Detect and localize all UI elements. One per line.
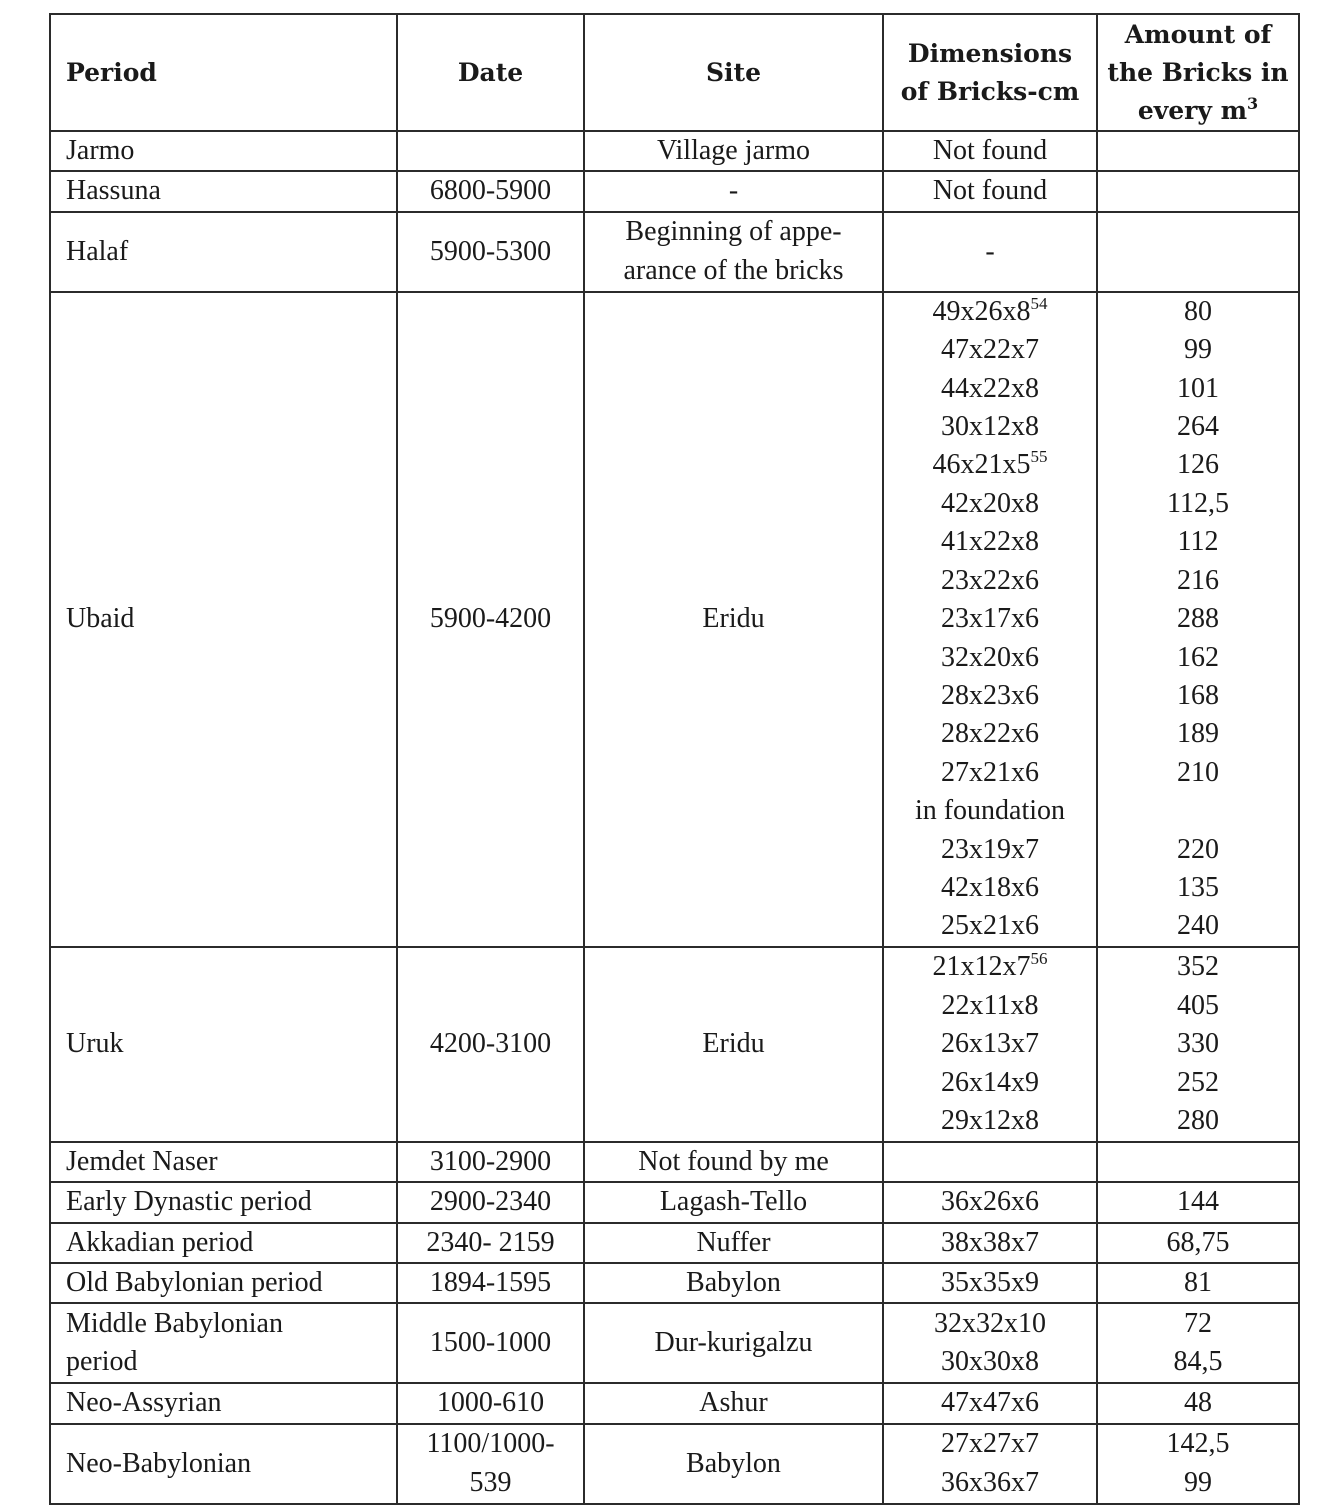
dimension-value bbox=[884, 1305, 1096, 1343]
date-cell: 1000-610 bbox=[397, 1383, 584, 1423]
amount-cell bbox=[1097, 131, 1299, 171]
amount-value: 405 bbox=[1177, 989, 1219, 1021]
site-cell: Village jarmo bbox=[584, 131, 883, 171]
header-amount-line bbox=[1098, 92, 1298, 130]
amount-cell bbox=[1097, 1142, 1299, 1182]
period-cell: Uruk bbox=[50, 947, 397, 1142]
header-amount bbox=[1097, 14, 1299, 131]
date-cell: 6800-5900 bbox=[397, 171, 584, 211]
dimension-text: 44x22x8 bbox=[941, 372, 1039, 404]
site-cell: Ashur bbox=[584, 1383, 883, 1423]
site-cell: Babylon bbox=[584, 1263, 883, 1303]
amount-cell bbox=[1097, 292, 1299, 947]
dimension-value bbox=[884, 639, 1096, 677]
amount-value bbox=[1098, 172, 1298, 210]
date-cell: 2340- 2159 bbox=[397, 1223, 584, 1263]
amount-value bbox=[1098, 792, 1298, 830]
period-cell: Hassuna bbox=[50, 171, 397, 211]
dimension-text: 41x22x8 bbox=[941, 526, 1039, 558]
dimension-text: 28x22x6 bbox=[941, 718, 1039, 750]
dimension-text: 46x21x5 bbox=[932, 449, 1031, 481]
amount-value: 216 bbox=[1177, 564, 1219, 596]
dimension-value bbox=[884, 948, 1096, 986]
period-line: period bbox=[66, 1346, 138, 1378]
dimension-value bbox=[884, 1143, 1096, 1181]
site-cell: Not found by me bbox=[584, 1142, 883, 1182]
dimension-text: - bbox=[985, 235, 995, 267]
dimension-text: 25x21x6 bbox=[941, 910, 1039, 942]
amount-value: 210 bbox=[1177, 756, 1219, 788]
table-row bbox=[50, 1223, 1299, 1263]
amount-value: 99 bbox=[1184, 334, 1212, 366]
table-row bbox=[50, 947, 1299, 1142]
amount-value: 352 bbox=[1177, 951, 1219, 983]
dimensions-cell bbox=[883, 292, 1097, 947]
amount-value: 142,5 bbox=[1166, 1428, 1230, 1460]
dimension-value bbox=[884, 1064, 1096, 1102]
dimension-value bbox=[884, 485, 1096, 523]
dimensions-cell bbox=[883, 131, 1097, 171]
dimensions-cell bbox=[883, 1182, 1097, 1222]
period-cell: Jemdet Naser bbox=[50, 1142, 397, 1182]
dimension-text: 27x21x6 bbox=[941, 756, 1039, 788]
dimension-value bbox=[884, 1025, 1096, 1063]
dimensions-cell bbox=[883, 1303, 1097, 1383]
header-dimensions-line: Dimensions bbox=[907, 38, 1073, 68]
date-cell bbox=[397, 131, 584, 171]
period-cell: Akkadian period bbox=[50, 1223, 397, 1263]
dimension-text: 29x12x8 bbox=[941, 1104, 1039, 1136]
dimension-value bbox=[884, 293, 1096, 331]
amount-value: 330 bbox=[1177, 1028, 1219, 1060]
table-row bbox=[50, 1182, 1299, 1222]
amount-value: 168 bbox=[1177, 679, 1219, 711]
date-cell: 3100-2900 bbox=[397, 1142, 584, 1182]
amount-value: 48 bbox=[1184, 1387, 1212, 1419]
date-cell: 4200-3100 bbox=[397, 947, 584, 1142]
amount-value: 99 bbox=[1184, 1466, 1212, 1498]
amount-value: 72 bbox=[1184, 1308, 1212, 1340]
dimension-value bbox=[884, 562, 1096, 600]
dimension-text: 23x17x6 bbox=[941, 603, 1039, 635]
dimension-text: 23x22x6 bbox=[941, 564, 1039, 596]
dimension-value bbox=[884, 754, 1096, 792]
dimension-text: 30x30x8 bbox=[941, 1346, 1039, 1378]
dimension-text: Not found bbox=[932, 135, 1048, 166]
dimension-text: 49x26x8 bbox=[932, 295, 1031, 327]
dimension-text: 36x36x7 bbox=[941, 1466, 1039, 1498]
dimension-text: 42x18x6 bbox=[941, 871, 1039, 903]
site-line: Beginning of appe- bbox=[625, 216, 842, 248]
dimension-value bbox=[884, 677, 1096, 715]
amount-cell bbox=[1097, 171, 1299, 211]
dimension-value bbox=[884, 523, 1096, 561]
period-line: Middle Babylonian bbox=[66, 1308, 283, 1340]
header-date: Date bbox=[397, 14, 584, 131]
amount-cell bbox=[1097, 1182, 1299, 1222]
dimension-text: 47x22x7 bbox=[941, 334, 1039, 366]
amount-cell bbox=[1097, 947, 1299, 1142]
dimensions-cell bbox=[883, 1142, 1097, 1182]
amount-cell bbox=[1097, 1263, 1299, 1303]
footnote-marker: 54 bbox=[1030, 293, 1048, 313]
site-cell: Dur-kurigalzu bbox=[584, 1303, 883, 1383]
amount-value: 126 bbox=[1177, 449, 1219, 481]
date-cell: 5900-4200 bbox=[397, 292, 584, 947]
amount-value: 112,5 bbox=[1167, 487, 1229, 519]
dimension-text: in foundation bbox=[914, 795, 1066, 827]
dimension-text: 32x32x10 bbox=[934, 1308, 1046, 1340]
amount-value: 264 bbox=[1177, 411, 1219, 443]
period-cell: Ubaid bbox=[50, 292, 397, 947]
dimension-text: 28x23x6 bbox=[941, 679, 1039, 711]
table-row bbox=[50, 1383, 1299, 1423]
dimension-value bbox=[884, 792, 1096, 830]
header-amount-superscript: 3 bbox=[1247, 93, 1259, 113]
header-row bbox=[50, 14, 1299, 131]
dimension-value bbox=[884, 1224, 1096, 1262]
period-cell: Jarmo bbox=[50, 131, 397, 171]
amount-cell bbox=[1097, 1223, 1299, 1263]
amount-value: 68,75 bbox=[1166, 1226, 1230, 1258]
header-amount-text: every m bbox=[1137, 95, 1248, 125]
table-row bbox=[50, 1263, 1299, 1303]
amount-value: 81 bbox=[1184, 1267, 1212, 1299]
table-row bbox=[50, 1303, 1299, 1383]
footnote-marker: 56 bbox=[1030, 949, 1048, 969]
site-cell bbox=[584, 212, 883, 292]
dimension-text: 27x27x7 bbox=[941, 1428, 1039, 1460]
dimension-value bbox=[884, 172, 1096, 210]
amount-value: 252 bbox=[1177, 1066, 1219, 1098]
header-dimensions-line: of Bricks-cm bbox=[900, 76, 1080, 106]
amount-cell bbox=[1097, 1424, 1299, 1504]
site-line: arance of the bricks bbox=[623, 254, 844, 286]
date-line: 1100/1000- bbox=[426, 1428, 555, 1460]
dimension-text: 26x14x9 bbox=[941, 1066, 1039, 1098]
dimensions-cell bbox=[883, 212, 1097, 292]
table-row bbox=[50, 292, 1299, 947]
amount-value: 288 bbox=[1177, 603, 1219, 635]
dimension-text: 21x12x7 bbox=[932, 951, 1031, 983]
amount-value bbox=[1098, 132, 1298, 170]
amount-value: 84,5 bbox=[1173, 1346, 1223, 1378]
dimension-value bbox=[884, 331, 1096, 369]
header-site: Site bbox=[584, 14, 883, 131]
period-cell: Neo-Babylonian bbox=[50, 1424, 397, 1504]
date-line: 539 bbox=[469, 1466, 512, 1498]
header-amount-line: Amount of bbox=[1124, 19, 1272, 49]
dimension-value bbox=[884, 987, 1096, 1025]
dimension-value bbox=[884, 1384, 1096, 1422]
amount-cell bbox=[1097, 212, 1299, 292]
amount-cell bbox=[1097, 1303, 1299, 1383]
date-cell bbox=[397, 1424, 584, 1504]
site-cell: - bbox=[584, 171, 883, 211]
header-dimensions bbox=[883, 14, 1097, 131]
date-cell: 5900-5300 bbox=[397, 212, 584, 292]
footnote-marker: 55 bbox=[1030, 447, 1048, 467]
period-cell: Neo-Assyrian bbox=[50, 1383, 397, 1423]
amount-value: 101 bbox=[1177, 372, 1219, 404]
dimension-text: Not found bbox=[932, 175, 1048, 207]
period-cell: Halaf bbox=[50, 212, 397, 292]
dimension-value bbox=[884, 1464, 1096, 1502]
dimension-text: 42x20x8 bbox=[941, 487, 1039, 519]
dimensions-cell bbox=[883, 1223, 1097, 1263]
site-cell: Eridu bbox=[584, 292, 883, 947]
dimension-value bbox=[884, 600, 1096, 638]
dimension-value bbox=[884, 132, 1096, 170]
dimension-value bbox=[884, 233, 1096, 271]
amount-value bbox=[1098, 1143, 1298, 1181]
table-row bbox=[50, 171, 1299, 211]
dimension-value bbox=[884, 408, 1096, 446]
site-cell: Nuffer bbox=[584, 1223, 883, 1263]
amount-value: 144 bbox=[1177, 1186, 1219, 1218]
amount-value: 189 bbox=[1177, 718, 1219, 750]
dimension-value bbox=[884, 715, 1096, 753]
date-cell: 1894-1595 bbox=[397, 1263, 584, 1303]
date-cell: 1500-1000 bbox=[397, 1303, 584, 1383]
amount-value: 162 bbox=[1177, 641, 1219, 673]
dimension-value bbox=[884, 907, 1096, 945]
table-body bbox=[50, 131, 1299, 1504]
dimension-value bbox=[884, 869, 1096, 907]
dimension-value bbox=[884, 1102, 1096, 1140]
dimension-text: 32x20x6 bbox=[941, 641, 1039, 673]
dimension-value bbox=[884, 1183, 1096, 1221]
dimension-text: 47x47x6 bbox=[941, 1387, 1039, 1419]
site-cell: Babylon bbox=[584, 1424, 883, 1504]
brick-dimensions-table bbox=[49, 13, 1300, 1505]
table-row bbox=[50, 1142, 1299, 1182]
amount-value: 280 bbox=[1177, 1104, 1219, 1136]
dimensions-cell bbox=[883, 1383, 1097, 1423]
period-cell: Old Babylonian period bbox=[50, 1263, 397, 1303]
dimensions-cell bbox=[883, 947, 1097, 1142]
dimension-value bbox=[884, 1264, 1096, 1302]
amount-cell bbox=[1097, 1383, 1299, 1423]
period-cell bbox=[50, 1303, 397, 1383]
dimension-text: 30x12x8 bbox=[941, 411, 1039, 443]
header-amount-line: the Bricks in bbox=[1107, 57, 1289, 87]
dimensions-cell bbox=[883, 1263, 1097, 1303]
table-row bbox=[50, 131, 1299, 171]
dimension-value bbox=[884, 1425, 1096, 1463]
table-row bbox=[50, 212, 1299, 292]
amount-value: 80 bbox=[1184, 295, 1212, 327]
dimension-value bbox=[884, 831, 1096, 869]
period-cell: Early Dynastic period bbox=[50, 1182, 397, 1222]
dimension-value bbox=[884, 370, 1096, 408]
amount-value: 112 bbox=[1177, 526, 1219, 558]
site-cell: Eridu bbox=[584, 947, 883, 1142]
dimension-text: 38x38x7 bbox=[941, 1226, 1039, 1258]
dimensions-cell bbox=[883, 1424, 1097, 1504]
dimension-text: 35x35x9 bbox=[941, 1267, 1039, 1299]
dimension-text: 26x13x7 bbox=[941, 1028, 1039, 1060]
amount-value: 220 bbox=[1177, 833, 1219, 865]
amount-value bbox=[1098, 233, 1298, 271]
amount-value: 240 bbox=[1177, 910, 1219, 942]
amount-value: 135 bbox=[1177, 871, 1219, 903]
table-row bbox=[50, 1424, 1299, 1504]
dimension-text: 22x11x8 bbox=[941, 989, 1039, 1021]
dimension-value bbox=[884, 1343, 1096, 1381]
dimension-value bbox=[884, 446, 1096, 484]
date-cell: 2900-2340 bbox=[397, 1182, 584, 1222]
dimension-text: 36x26x6 bbox=[941, 1186, 1039, 1218]
dimensions-cell bbox=[883, 171, 1097, 211]
dimension-text: 23x19x7 bbox=[941, 833, 1039, 865]
site-cell: Lagash-Tello bbox=[584, 1182, 883, 1222]
header-period: Period bbox=[50, 14, 397, 131]
